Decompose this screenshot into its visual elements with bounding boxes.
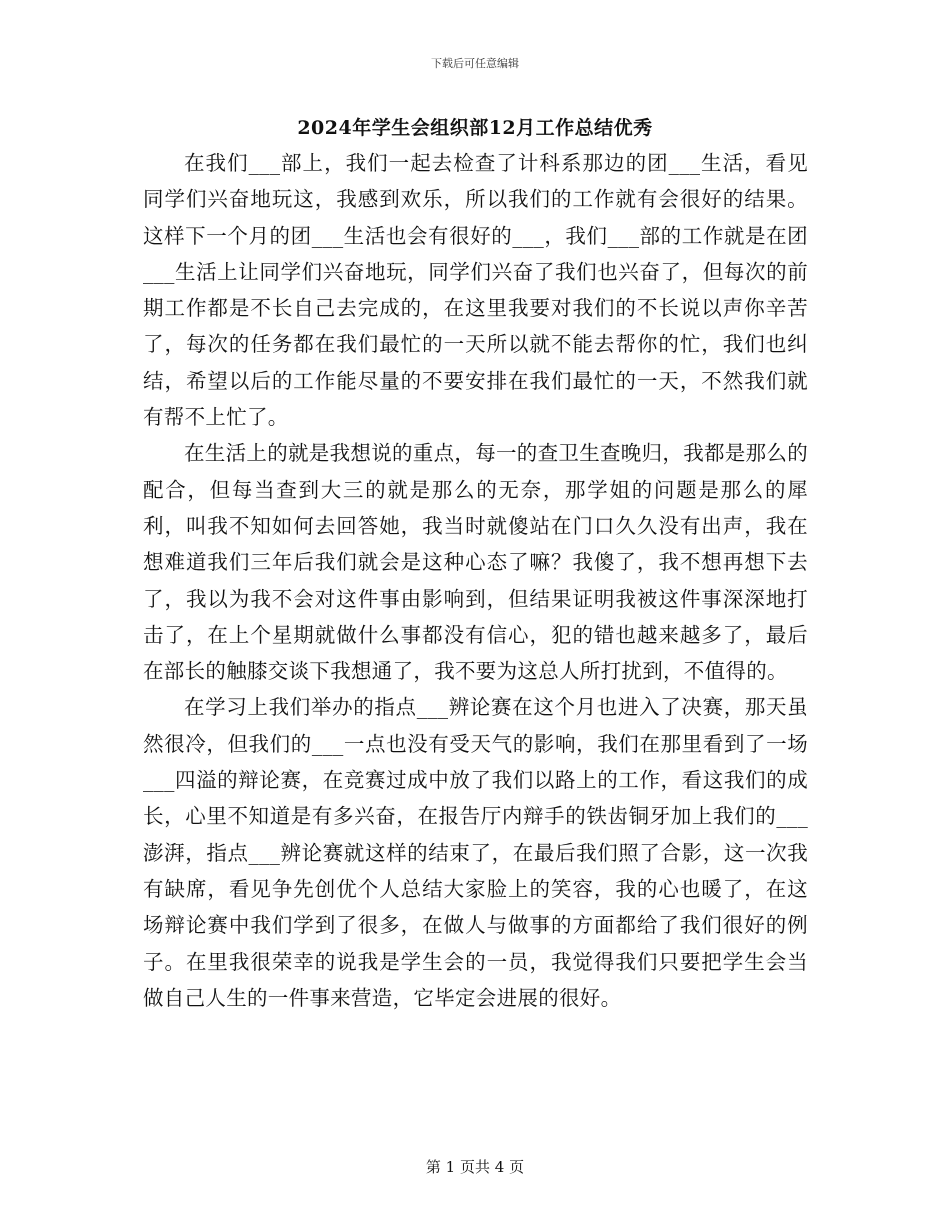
paragraph-life: 在生活上的就是我想说的重点，每一的查卫生查晚归，我都是那么的配合，但每当查到大三的就是那么的无奈，那学姐的问题是那么的犀利，叫我不知如何去回答她，我当时就傻站在门口久久没有出声，我在想难道我们三年后我们就会是这种心态了嘛？我傻了，我不想再想下去了，我以为我不会对这件事由影响到，但结果证明我被这件事深深地打击了，在上个星期就做什么事都没有信心，犯的错也越来越多了，最后在部长的触膝交谈下我想通了，我不要为这总人所打扰到，不值得的。 xyxy=(143,441,808,684)
header-note: 下载后可任意编辑 xyxy=(431,57,519,70)
paragraph-work: 在我们___部上，我们一起去检查了计科系那边的团___生活，看见同学们兴奋地玩这，我感到欢乐，所以我们的工作就有会很好的结果。这样下一个月的团___生活也会有很好的___，我们___部的工作就是在团___生活上让同学们兴奋地玩，同学们兴奋了我们也兴奋了，但每次的前期工作都是不长自己去完成的，在这里我要对我们的不长说以声你辛苦了，每次的任务都在我们最忙的一天所以就不能去帮你的忙，我们也纠结，希望以后的工作能尽量的不要安排在我们最忙的一天，不然我们就有帮不上忙了。 xyxy=(143,151,808,430)
document-body xyxy=(143,145,808,1016)
paragraph-study: 在学习上我们举办的指点___辨论赛在这个月也进入了决赛，那天虽然很冷，但我们的___一点也没有受天气的影响，我们在那里看到了一场___四溢的辩论赛，在竞赛过成中放了我们以路上的工作，看这我们的成长，心里不知道是有多兴奋，在报告厅内辩手的铁齿铜牙加上我们的___澎湃，指点___辨论赛就这样的结束了，在最后我们照了合影，这一次我有缺席，看见争先创优个人总结大家脸上的笑容，我的心也暖了，在这场辩论赛中我们学到了很多，在做人与做事的方面都给了我们很好的例子。在里我很荣幸的说我是学生会的一员，我觉得我们只要把学生会当做自己人生的一件事来营造，它毕定会进展的很好。 xyxy=(143,695,808,1010)
page-footer: 第 1 页共 4 页 xyxy=(425,1158,525,1176)
document-title: 2024年学生会组织部12月工作总结优秀 xyxy=(297,117,653,139)
